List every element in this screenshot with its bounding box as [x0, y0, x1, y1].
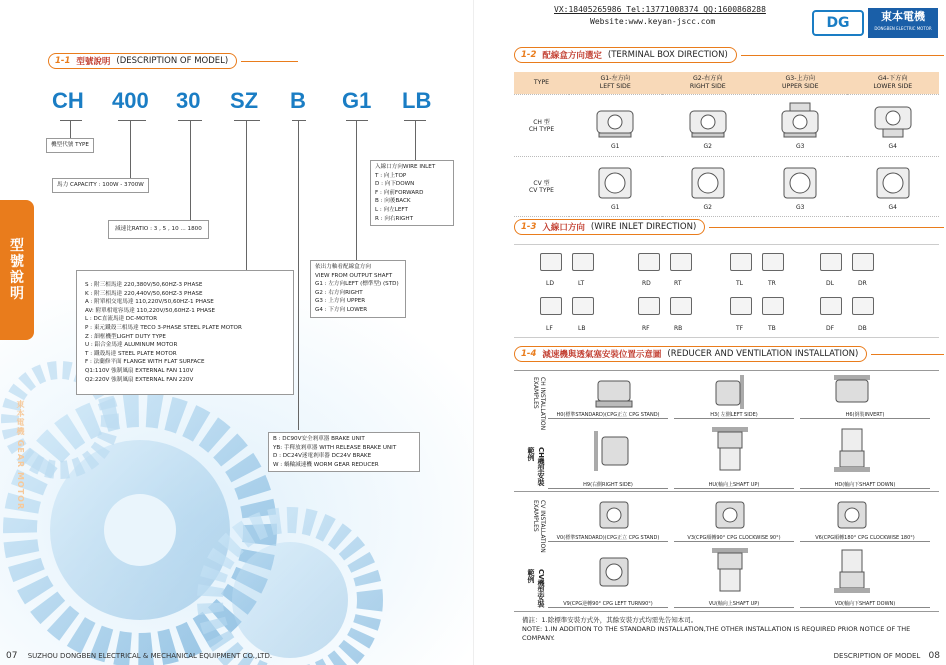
- install-drawing-icon: [594, 431, 634, 471]
- section-1-4-header: 1-4 減速機與透氣塞安裝位置示意圖 (REDUCER AND VENTILATION INSTALLATION): [514, 345, 944, 363]
- motor-type-line: Z : 細框機型LIGHT DUTY TYPE: [85, 333, 166, 340]
- section-title-cn: 型號說明: [76, 57, 111, 67]
- website-line: Website:www.keyan-jscc.com: [590, 17, 716, 26]
- install-drawing-icon: [710, 375, 750, 409]
- direction-line: G2 : 右方向RIGHT: [315, 289, 363, 296]
- install-label: VU(軸向上SHAFT UP): [674, 600, 794, 608]
- section-1-2-header: 1-2 配線盒方向選定 (TERMINAL BOX DIRECTION): [514, 46, 944, 64]
- wire-label: DL: [826, 280, 834, 287]
- install-label: V9(CPG逆轉90° CPG LEFT TURN90°): [548, 600, 668, 608]
- wire-label: DB: [858, 325, 867, 332]
- install-drawing-icon: [710, 548, 750, 594]
- motor-type-line: K : 附三相馬達 220,440V/50,60HZ-3 PHASE: [85, 290, 203, 297]
- page-number: 07: [6, 651, 18, 661]
- type-header: TYPE: [514, 72, 569, 94]
- wire-inlet-grid: [514, 244, 939, 338]
- direction-line: G1 : 左方向LEFT (標準型) (STD): [315, 281, 399, 288]
- motor-type-line: Q1:110V 強制風扇 EXTERNAL FAN 110V: [85, 367, 194, 374]
- box-wire-inlet: [370, 160, 454, 226]
- col-header: G2-右方向 RIGHT SIDE: [662, 72, 755, 94]
- side-tab-char: 明: [10, 286, 24, 302]
- ch-installation-block: [514, 370, 939, 492]
- wire-label: LB: [578, 325, 586, 332]
- side-tab-char: 號: [10, 254, 24, 270]
- ch-side-label-en: CH INSTALLATION EXAMPLES: [532, 377, 546, 431]
- wire-label: RD: [642, 280, 651, 287]
- code-brake: B: [290, 88, 306, 113]
- install-label: H3( 左側LEFT SIDE): [674, 411, 794, 419]
- install-label: HU(軸向上SHAFT UP): [674, 481, 794, 489]
- code-type: CH: [52, 88, 84, 113]
- note-en: NOTE: 1.IN ADDITION TO THE STANDARD INSTALLATION,THE OTHER INSTALLATION IS REQUIRED PRIOR NOTICE OF THE COMPANY.: [522, 625, 911, 642]
- wire-label: TR: [768, 280, 776, 287]
- install-drawing-icon: [594, 498, 634, 532]
- page-number: 08: [928, 651, 940, 661]
- col-header: G3-上方向 UPPER SIDE: [754, 72, 847, 94]
- side-tab-char: 型: [10, 238, 24, 254]
- install-drawing-icon: [594, 552, 634, 592]
- direction-line: G4 : 下方向 LOWER: [315, 306, 368, 313]
- right-page: [473, 0, 946, 665]
- side-tab-char: 說: [10, 270, 24, 286]
- wire-line: D : 向下DOWN: [375, 181, 415, 188]
- box-ratio: 減速比RATIO : 3 , 5 , 10 ... 1800: [108, 220, 209, 239]
- section-1-1-header: [48, 52, 298, 70]
- cv-side-label-en: CV INSTALLATION EXAMPLES: [532, 500, 546, 553]
- table-row: CH 型 CH TYPE G1 G2 G3 G4: [514, 94, 939, 156]
- wire-line: B : 向後BACK: [375, 198, 411, 205]
- code-motor: SZ: [230, 88, 259, 113]
- motor-type-line: S : 附三相馬達 220,380V/50,60HZ-3 PHASE: [85, 282, 203, 288]
- company-logo: [812, 8, 938, 38]
- motor-type-line: T : 鐵殼馬達 STEEL PLATE MOTOR: [85, 350, 177, 357]
- wire-label: LF: [546, 325, 553, 332]
- motor-drawing-icon: [778, 162, 822, 202]
- box-motor-types: [76, 270, 294, 395]
- install-label: H9(右側RIGHT SIDE): [548, 481, 668, 489]
- section-number: 1-1: [55, 56, 71, 66]
- install-label: V3(CPG順轉90° CPG CLOCKWISE 90°): [674, 534, 794, 542]
- install-drawing-icon: [710, 427, 750, 473]
- motor-type-line: U : 鋁合金馬達 ALUMINUM MOTOR: [85, 342, 178, 349]
- wire-line: F : 向前FORWARD: [375, 189, 424, 196]
- direction-line: 依出力軸看配線盒方向: [315, 264, 371, 270]
- note-cn: 備註：1.除標準安裝方式外，其餘安裝方式均需先告知本司。: [522, 616, 698, 624]
- code-wire: LB: [402, 88, 432, 113]
- motor-type-line: A : 附單相交電馬達 110,220V/50,60HZ-1 PHASE: [85, 299, 214, 306]
- motor-drawing-icon: [686, 101, 730, 141]
- motor-drawing-icon: [778, 101, 822, 141]
- motor-drawing-icon: [871, 101, 915, 141]
- wire-label: TL: [736, 280, 744, 287]
- install-label: VD(軸向下SHAFT DOWN): [800, 600, 930, 608]
- wire-label: RB: [674, 325, 683, 332]
- motor-drawing-icon: [686, 162, 730, 202]
- logo-name: 東本電機 DONGBEN ELECTRIC MOTOR: [868, 8, 938, 38]
- wire-label: LT: [578, 280, 585, 287]
- wire-line: R : 向右RIGHT: [375, 215, 414, 222]
- motor-drawing-icon: [871, 162, 915, 202]
- side-vertical-text: 東本電機 GEAR MOTOR: [16, 400, 25, 511]
- col-header: G1-左方向 LEFT SIDE: [569, 72, 662, 94]
- ch-side-label-cn: CH機型安裝範例: [527, 446, 545, 486]
- wire-label: DF: [826, 325, 835, 332]
- motor-type-line: F : 法蘭修平面 FLANGE WITH FLAT SURFACE: [85, 359, 205, 366]
- direction-line: G3 : 上方向 UPPER: [315, 298, 366, 305]
- wire-label: LD: [546, 280, 554, 287]
- install-drawing-icon: [832, 548, 872, 594]
- wire-label: DR: [858, 280, 867, 287]
- footer-right: [834, 651, 940, 661]
- brake-line: YB: 手釋放剎車器 WITH RELEASE BRAKE UNIT: [273, 444, 397, 451]
- install-label: V0(標準STANDARD)(CPG正立 CPG STAND): [548, 534, 668, 542]
- motor-drawing-icon: [593, 162, 637, 202]
- company-name: SUZHOU DONGBEN ELECTRICAL & MECHANICAL EQUIPMENT CO.,LTD.: [27, 652, 273, 660]
- wire-label: TF: [736, 325, 744, 332]
- cv-side-label-cn: CV機型安裝範例: [527, 568, 545, 608]
- install-drawing-icon: [832, 375, 872, 409]
- wire-line: L : 向左LEFT: [375, 206, 408, 213]
- box-capacity: 馬力 CAPACITY : 100W - 3700W: [52, 178, 149, 193]
- footer-left: [6, 651, 272, 661]
- wire-line: 入線口方向WIRE INLET: [375, 164, 436, 170]
- direction-line: VIEW FROM OUTPUT SHAFT: [315, 272, 393, 279]
- col-header: G4-下方向 LOWER SIDE: [847, 72, 940, 94]
- motor-type-line: Q2:220V 強制風扇 EXTERNAL FAN 220V: [85, 376, 194, 383]
- brake-line: W : 蝸輪減速機 WORM GEAR REDUCER: [273, 461, 379, 468]
- brake-line: B : DC90V安全剎車器 BRAKE UNIT: [273, 436, 365, 442]
- box-type: 機型代號 TYPE: [46, 138, 94, 153]
- install-label: H6(倒裝INVERT): [800, 411, 930, 419]
- note-block: [522, 616, 942, 643]
- motor-drawing-icon: [593, 101, 637, 141]
- terminal-direction-table: [514, 72, 939, 217]
- wire-label: RF: [642, 325, 650, 332]
- motor-type-line: P : 東元鐵殼三相馬達 TECO 3-PHASE STEEL PLATE MOTOR: [85, 324, 242, 331]
- wire-label: TB: [768, 325, 776, 332]
- section-1-3-header: 1-3 入線口方向 (WIRE INLET DIRECTION): [514, 218, 944, 236]
- side-tab: [0, 200, 34, 340]
- install-drawing-icon: [594, 375, 634, 409]
- contact-line: VX:18405265986 Tel:13771008374 QQ:1600868288: [554, 5, 766, 14]
- install-drawing-icon: [832, 498, 872, 532]
- section-title-en: (DESCRIPTION OF MODEL): [116, 56, 229, 66]
- logo-mark: DG: [812, 10, 864, 36]
- code-direction: G1: [342, 88, 372, 113]
- brake-line: D : DC24V迷電剎車器 DC24V BRAKE: [273, 453, 372, 460]
- install-drawing-icon: [710, 498, 750, 532]
- motor-type-line: L : DC直流馬達 DC-MOTOR: [85, 316, 158, 323]
- install-label: H0(標準STANDARD)(CPG正立 CPG STAND): [548, 411, 668, 419]
- motor-type-line: AV: 附單相電容馬達 110,220V/50,60HZ-1 PHASE: [85, 307, 216, 314]
- code-capacity: 400: [112, 88, 149, 113]
- contact-header: [554, 4, 766, 28]
- box-terminal-direction: [310, 260, 406, 318]
- wire-line: T : 向上TOP: [375, 172, 407, 179]
- footer-title: DESCRIPTION OF MODEL: [833, 652, 921, 660]
- table-row: CV 型 CV TYPE G1 G2 G3 G4: [514, 156, 939, 216]
- code-ratio: 30: [176, 88, 201, 113]
- box-brake: [268, 432, 420, 472]
- install-label: V6(CPG順轉180° CPG CLOCKWISE 180°): [800, 534, 930, 542]
- wire-label: RT: [674, 280, 682, 287]
- install-drawing-icon: [832, 427, 872, 473]
- cv-installation-block: [514, 494, 939, 612]
- install-label: HD(軸向下SHAFT DOWN): [800, 481, 930, 489]
